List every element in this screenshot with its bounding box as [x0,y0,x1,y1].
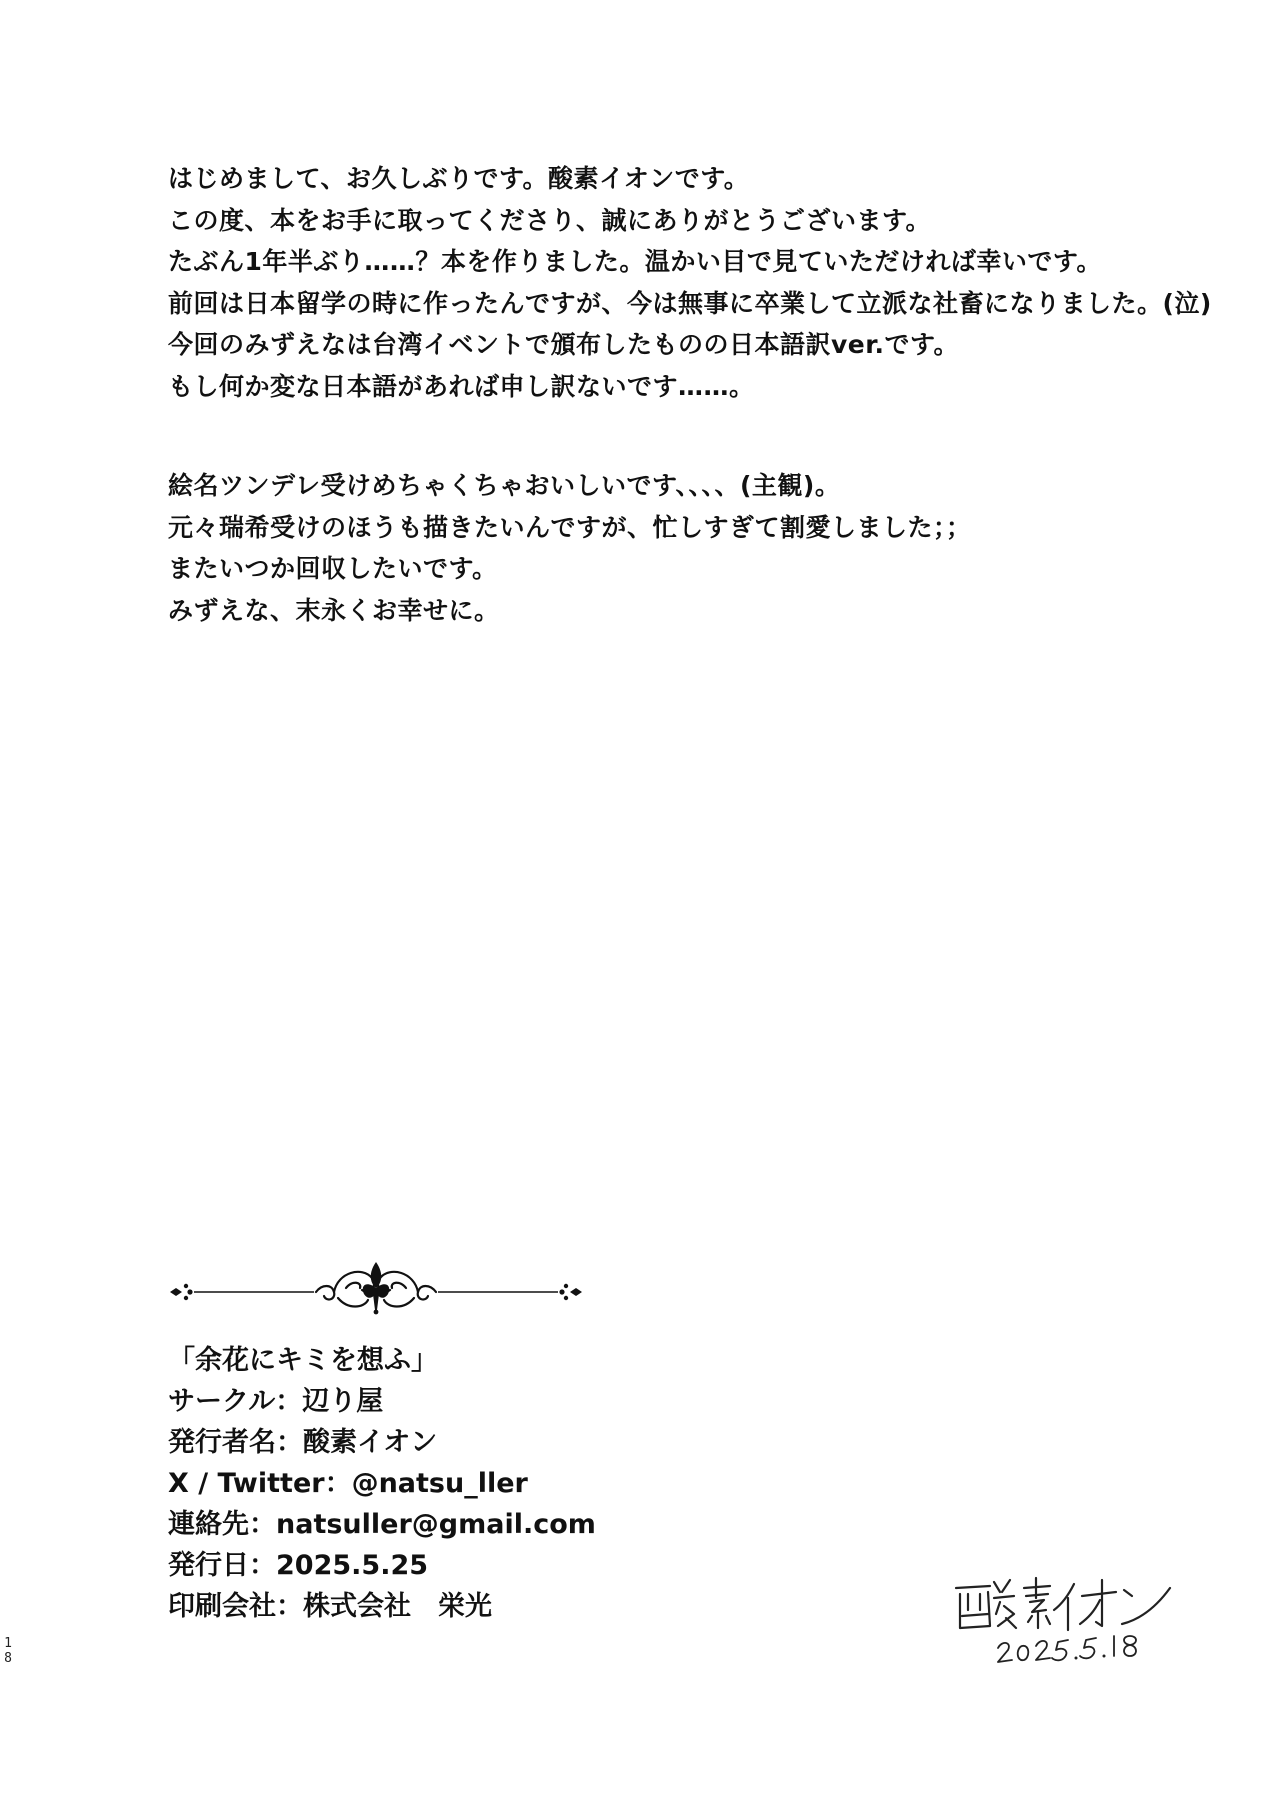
issue-date: 発行日：2025.5.25 [168,1550,429,1581]
contact-email: 連絡先：natsuller@gmail.com [168,1509,596,1540]
afterword-line: 前回は日本留学の時に作ったんですが、今は無事に卒業して立派な社畜になりました。(泣) [168,288,1212,318]
publisher-name: 発行者名：酸素イオン [168,1427,438,1458]
ornamental-divider [166,1258,586,1316]
page-number-digit: 1 [4,1636,12,1651]
afterword-line: 元々瑞希受けのほうも描きたいんですが、忙しすぎて割愛しました；； [168,512,972,542]
book-title: 「余花にキミを想ふ」 [168,1345,438,1376]
twitter-handle: X / Twitter：@natsu_ller [168,1468,528,1499]
afterword-line: この度、本をお手に取ってくださり、誠にありがとうございます。 [168,205,932,235]
page-number-digit: 8 [4,1651,12,1666]
afterword-line: もし何か変な日本語があれば申し訳ないです……。 [168,371,755,401]
afterword-line: はじめまして、お久しぶりです。酸素イオンです。 [168,164,750,193]
afterword-line: またいつか回収したいです。 [168,554,498,583]
circle-name: サークル：辺り屋 [168,1386,384,1417]
afterword-line: みずえな、末永くお幸せに。 [168,595,500,625]
afterword-line: 今回のみずえなは台湾イベントで頒布したものの日本語訳ver.です。 [168,330,960,359]
afterword-text [168,158,1228,631]
afterword-line: 絵名ツンデレ受けめちゃくちゃおいしいです、、、、(主観)。 [168,471,841,500]
printing-company: 印刷会社：株式会社 栄光 [168,1591,492,1622]
handwritten-signature [950,1570,1180,1670]
paragraph-gap [168,407,1228,465]
colophon [168,1340,596,1627]
page-number [2,1636,14,1666]
afterword-line: たぶん1年半ぶり……？本を作りました。温かい目で見ていただければ幸いです。 [168,247,1102,276]
